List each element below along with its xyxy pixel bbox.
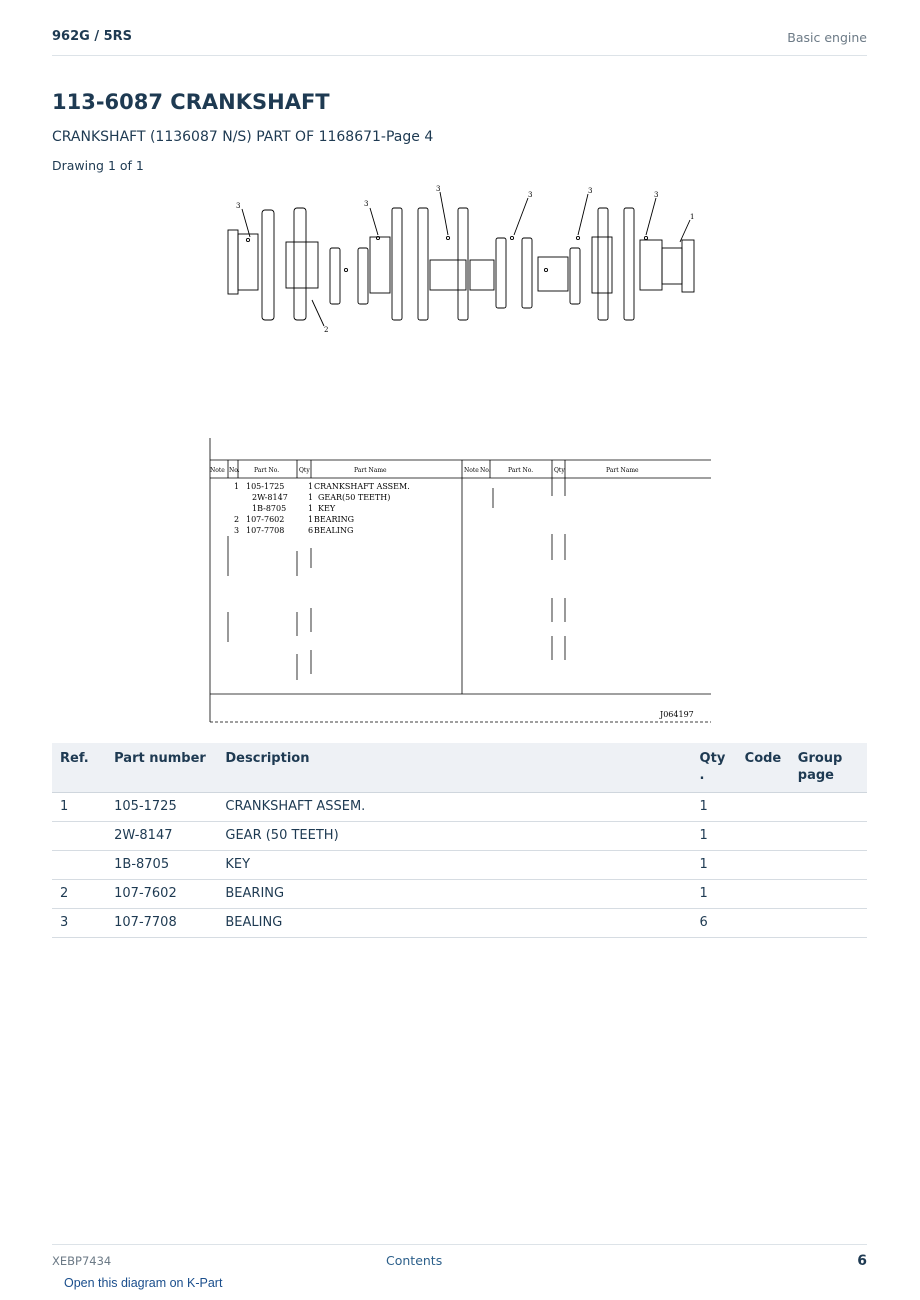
cell-description: GEAR (50 TEETH): [217, 822, 691, 851]
diagram-web: [598, 208, 608, 320]
cell-qty: 1: [692, 880, 737, 909]
diagram-flange: [662, 248, 682, 284]
diagram-journal: [370, 237, 390, 293]
legend-header: No.: [480, 467, 491, 474]
diagram-oil-hole: [446, 236, 449, 239]
crankshaft-diagram: [222, 182, 700, 338]
diagram-journal: [538, 257, 568, 291]
diagram-oil-hole: [576, 236, 579, 239]
cell-qty: 1: [692, 851, 737, 880]
diagram-journal: [430, 260, 466, 290]
document-id: XEBP7434: [52, 1254, 112, 1268]
diagram-leader: [646, 198, 656, 235]
callout-label: 2: [324, 326, 329, 334]
drawing-count: Drawing 1 of 1: [52, 158, 144, 173]
legend-header: Part Name: [606, 467, 639, 474]
cell-qty: 1: [692, 793, 737, 822]
legend-part-no: 2W-8147: [252, 493, 288, 502]
legend-header: Part Name: [354, 467, 387, 474]
diagram-nose-left: [228, 230, 238, 294]
legend-header: Qty: [554, 467, 565, 474]
legend-qty: 1: [308, 504, 314, 513]
legend-header: Part No.: [254, 467, 280, 474]
legend-no: 3: [234, 526, 240, 535]
cell-description: BEARING: [217, 880, 691, 909]
callout-label: 3: [236, 202, 241, 210]
legend-header: No.: [229, 467, 240, 474]
cell-group-page: [790, 851, 867, 880]
legend-part-name: GEAR(50 TEETH): [318, 493, 391, 502]
cell-description: KEY: [217, 851, 691, 880]
legend-part-name: BEALING: [314, 526, 354, 535]
legend-header: Qty: [299, 467, 310, 474]
legend-qty: 1: [308, 482, 314, 491]
model-label: 962G / 5RS: [52, 29, 133, 44]
cell-code: [737, 909, 790, 938]
diagram-web: [496, 238, 506, 308]
diagram-journal: [640, 240, 662, 290]
diagram-leader: [514, 198, 528, 235]
callout-label: 3: [528, 191, 533, 199]
diagram-leader: [680, 220, 690, 242]
diagram-leader: [242, 209, 250, 237]
section-label: Basic engine: [787, 30, 867, 45]
diagram-web: [392, 208, 402, 320]
page-subtitle: CRANKSHAFT (1136087 N/S) PART OF 1168671-Page 4: [52, 129, 434, 145]
diagram-oil-hole: [544, 268, 547, 271]
diagram-web: [522, 238, 532, 308]
cell-ref: 2: [52, 880, 106, 909]
open-kpart-link[interactable]: Open this diagram on K-Part: [64, 1276, 223, 1290]
diagram-web: [330, 248, 340, 304]
callout-label: 1: [690, 213, 695, 221]
col-part-number: Part number: [106, 743, 217, 793]
cell-part-number: 105-1725: [106, 793, 217, 822]
legend-header: Note: [464, 467, 479, 474]
col-code: Code: [737, 743, 790, 793]
diagram-journal: [238, 234, 258, 290]
cell-group-page: [790, 909, 867, 938]
table-row: [52, 909, 867, 938]
diagram-oil-hole: [344, 268, 347, 271]
diagram-leader: [312, 300, 324, 326]
legend-qty: 1: [308, 493, 314, 502]
cell-description: BEALING: [217, 909, 691, 938]
page-header: [52, 29, 867, 56]
diagram-journal: [592, 237, 612, 293]
cell-qty: 6: [692, 909, 737, 938]
cell-code: [737, 793, 790, 822]
cell-qty: 1: [692, 822, 737, 851]
diagram-web: [570, 248, 580, 304]
cell-code: [737, 851, 790, 880]
diagram-leader: [578, 194, 588, 235]
diagram-journal: [286, 242, 318, 288]
legend-no: 1: [234, 482, 240, 491]
cell-part-number: 1B-8705: [106, 851, 217, 880]
diagram-leader: [370, 208, 378, 235]
diagram-oil-hole: [644, 236, 647, 239]
callout-label: 3: [654, 191, 659, 199]
legend-part-name: KEY: [318, 504, 336, 513]
cell-part-number: 107-7708: [106, 909, 217, 938]
cell-part-number: 107-7602: [106, 880, 217, 909]
legend-part-no: 105-1725: [246, 482, 285, 491]
diagram-journal: [470, 260, 494, 290]
diagram-leader: [440, 192, 448, 235]
callout-label: 3: [436, 185, 441, 193]
col-description: Description: [217, 743, 691, 793]
legend-qty: 6: [308, 526, 314, 535]
legend-header: Note: [210, 467, 225, 474]
legend-part-name: CRANKSHAFT ASSEM.: [314, 482, 410, 491]
legend-table-drawing: [208, 436, 713, 726]
legend-part-name: BEARING: [314, 515, 355, 524]
cell-group-page: [790, 793, 867, 822]
table-row: [52, 880, 867, 909]
cell-ref: 3: [52, 909, 106, 938]
parts-table-header-row: [52, 743, 867, 793]
cell-description: CRANKSHAFT ASSEM.: [217, 793, 691, 822]
legend-no: 2: [234, 515, 240, 524]
cell-group-page: [790, 880, 867, 909]
cell-ref: 1: [52, 793, 106, 822]
cell-code: [737, 822, 790, 851]
legend-qty: 1: [308, 515, 314, 524]
cell-part-number: 2W-8147: [106, 822, 217, 851]
cell-ref: [52, 822, 106, 851]
diagram-oil-hole: [510, 236, 513, 239]
parts-table: [52, 743, 867, 938]
page-title: 113-6087 CRANKSHAFT: [52, 90, 330, 114]
diagram-web: [294, 208, 306, 320]
table-row: [52, 793, 867, 822]
legend-header: Part No.: [508, 467, 534, 474]
cell-group-page: [790, 822, 867, 851]
table-row: [52, 822, 867, 851]
diagram-web: [262, 210, 274, 320]
legend-part-no: 107-7708: [246, 526, 285, 535]
diagram-web: [418, 208, 428, 320]
legend-part-no: 1B-8705: [252, 504, 287, 513]
table-row: [52, 851, 867, 880]
diagram-flange: [682, 240, 694, 292]
legend-drawing-code: J064197: [660, 710, 694, 719]
cell-code: [737, 880, 790, 909]
diagram-web: [458, 208, 468, 320]
diagram-web: [358, 248, 368, 304]
col-group-page: Group page: [790, 743, 867, 793]
col-qty: Qty .: [692, 743, 737, 793]
page-footer: [52, 1244, 867, 1275]
page-number: 6: [857, 1253, 867, 1269]
diagram-oil-hole: [246, 238, 249, 241]
legend-part-no: 107-7602: [246, 515, 285, 524]
callout-label: 3: [588, 187, 593, 195]
col-ref: Ref.: [52, 743, 106, 793]
contents-link[interactable]: Contents: [386, 1253, 443, 1268]
cell-ref: [52, 851, 106, 880]
diagram-web: [624, 208, 634, 320]
callout-label: 3: [364, 200, 369, 208]
